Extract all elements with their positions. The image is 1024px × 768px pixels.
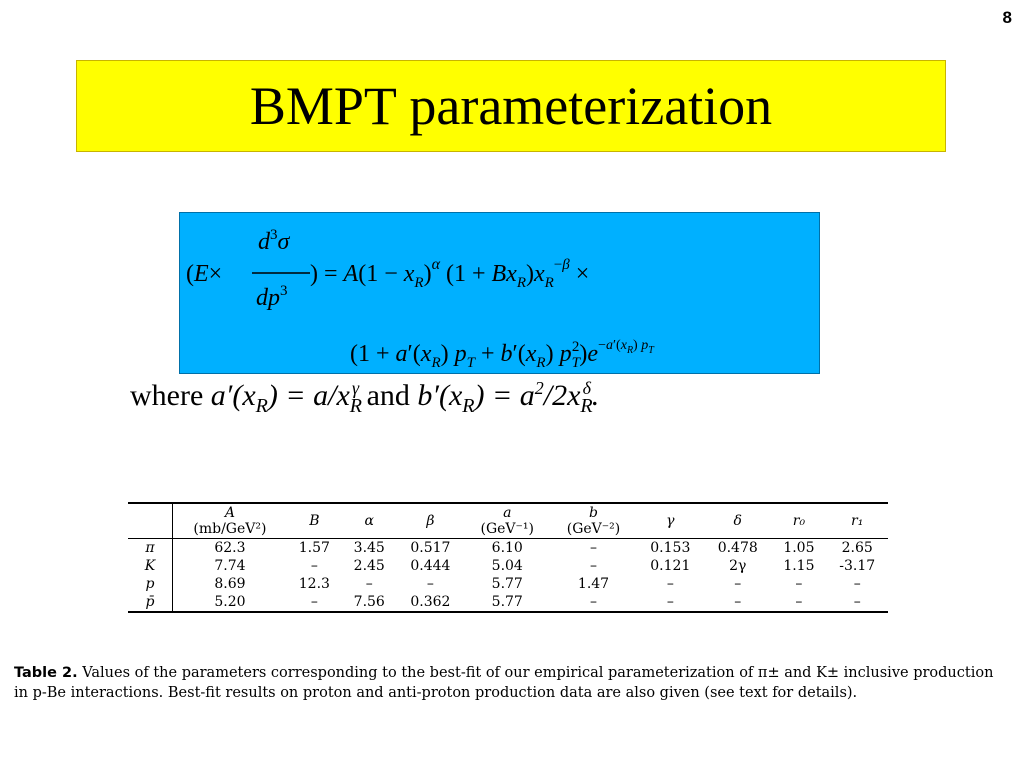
cell: 0.517 xyxy=(410,540,451,556)
cell: 0.478 xyxy=(717,540,758,556)
and-word: and xyxy=(366,379,410,412)
cell: 1.47 xyxy=(577,576,610,592)
formula-denominator: $dp^3$ xyxy=(256,283,288,311)
header-empty xyxy=(128,503,173,539)
cell: 2γ xyxy=(729,558,747,574)
header-b: b (GeV⁻²) xyxy=(566,505,621,537)
header-beta: β xyxy=(426,513,435,529)
cell: – xyxy=(666,576,674,592)
cell: 5.04 xyxy=(491,558,523,574)
row-label: π xyxy=(128,539,173,558)
cell: 5.77 xyxy=(491,594,523,610)
period: . xyxy=(591,379,599,412)
row-label: p̄ xyxy=(128,593,173,612)
header-A: A (mb/GeV²) xyxy=(193,505,267,537)
header-B: B xyxy=(309,513,320,529)
where-word: where xyxy=(130,379,204,412)
formula-line1-lhs-open: (E× xyxy=(186,261,223,287)
cell: – xyxy=(589,558,597,574)
cell: -3.17 xyxy=(839,558,876,574)
cell: – xyxy=(426,576,434,592)
cell: 7.74 xyxy=(214,558,246,574)
formula-box xyxy=(179,212,820,374)
cell: 0.121 xyxy=(650,558,691,574)
formula-line1-rhs: ) = $A(1 - x_R)^\alpha$ $(1 + Bx_R)x_R^-\beta$ × xyxy=(310,256,590,291)
cell: 0.153 xyxy=(650,540,691,556)
table-row xyxy=(128,557,888,575)
cell: 1.57 xyxy=(298,540,330,556)
formula-graphic xyxy=(180,213,821,375)
a-prime-expression: $a'(x_R) = a/x_R^\gamma$ xyxy=(210,378,362,417)
cell: 2.45 xyxy=(353,558,385,574)
header-a: a (GeV⁻¹) xyxy=(480,505,535,537)
cell: 5.20 xyxy=(214,594,246,610)
b-prime-expression: $b'(x_R) = a^2/2x_R^\delta$ xyxy=(417,378,593,417)
cell: – xyxy=(734,576,742,592)
cell: 6.10 xyxy=(491,540,523,556)
cell: – xyxy=(589,594,597,610)
cell: 62.3 xyxy=(214,540,246,556)
table-caption xyxy=(14,663,1010,703)
header-gamma: γ xyxy=(666,513,675,529)
caption-text: Values of the parameters corresponding to the best-fit of our empirical parameterization of π± and K± inclusive production in p-Be interactions. Best-fit results on proton and anti-proton production data are also given (see text for details). xyxy=(14,665,994,701)
caption-label: Table 2. xyxy=(14,665,78,681)
cell: 7.56 xyxy=(353,594,385,610)
cell: – xyxy=(589,540,597,556)
cell: – xyxy=(795,594,803,610)
cell: 5.77 xyxy=(491,576,523,592)
header-delta: δ xyxy=(733,513,742,529)
row-label: p xyxy=(128,575,173,593)
where-definition xyxy=(130,378,599,418)
header-r0: r₀ xyxy=(792,513,806,529)
header-alpha: α xyxy=(364,513,374,529)
cell: 0.444 xyxy=(410,558,451,574)
cell: – xyxy=(734,594,742,610)
cell: – xyxy=(795,576,803,592)
table-row xyxy=(128,575,888,593)
header-r1: r₁ xyxy=(851,513,864,529)
cell: 1.15 xyxy=(783,558,815,574)
cell: – xyxy=(310,558,318,574)
slide-title: BMPT parameterization xyxy=(249,76,773,136)
cell: 3.45 xyxy=(353,540,385,556)
page-number: 8 xyxy=(1002,8,1012,27)
cell: – xyxy=(310,594,318,610)
cell: 2.65 xyxy=(841,540,873,556)
cell: 8.69 xyxy=(214,576,246,592)
formula-line2: ($1 + a'(x_R) p_T + b'(x_R)$ $p_T2)e^-a'(xR)$ pT xyxy=(350,338,654,371)
cell: 12.3 xyxy=(298,576,330,592)
row-label: K xyxy=(128,557,173,575)
title-banner xyxy=(76,60,946,152)
cell: 0.362 xyxy=(410,594,451,610)
cell: – xyxy=(853,576,861,592)
formula-numerator: $d^3\sigma$ xyxy=(258,227,290,255)
cell: – xyxy=(853,594,861,610)
table-row xyxy=(128,539,888,558)
parameter-table xyxy=(128,502,888,613)
cell: – xyxy=(666,594,674,610)
table-row xyxy=(128,593,888,612)
cell: 1.05 xyxy=(783,540,815,556)
cell: – xyxy=(365,576,373,592)
